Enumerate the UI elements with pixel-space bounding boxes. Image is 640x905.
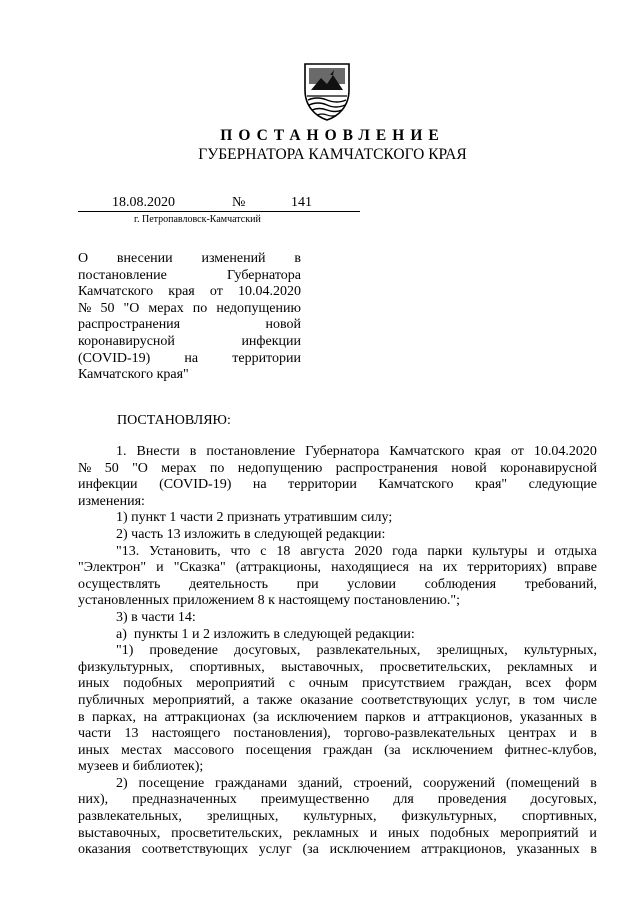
body-word: соответствующих [361, 692, 468, 708]
subject-word: "О [123, 300, 140, 316]
body-word: 50 [104, 460, 119, 476]
subject-line [78, 284, 301, 301]
body-word: фитнес-клубов, [504, 742, 597, 758]
body-word: вправе [556, 560, 597, 576]
body-word: в [590, 709, 597, 725]
body-line [78, 577, 597, 594]
body-word: № [78, 460, 92, 476]
body-word: их [442, 560, 458, 576]
body-word: просветительских, [171, 825, 283, 841]
body-word: центрах [508, 726, 557, 742]
body-word: и [412, 709, 421, 725]
body-word: зрелищных, [206, 809, 279, 825]
body-word: (помещений [506, 775, 580, 791]
body-word: зданий, [297, 775, 343, 791]
body-word: услуг, [475, 692, 511, 708]
subject-word: инфекции [241, 333, 301, 349]
body-word: Установить, [149, 543, 221, 559]
body-word: спортивных, [521, 809, 597, 825]
body-word: коронавирусной [500, 460, 597, 476]
body-word: выставочных, [78, 825, 161, 841]
body-word: в [590, 726, 597, 742]
body-line [78, 560, 597, 577]
body-word: местах [120, 742, 163, 758]
body-word: 13 [124, 726, 139, 742]
body-word: при [296, 576, 319, 592]
body-word: гражданами [215, 775, 288, 791]
body-word: 1) пункт 1 части 2 признать утратившим силу; [116, 510, 393, 526]
body-line [78, 676, 597, 693]
body-word: мероприятий [500, 825, 579, 841]
body-word: посещения [245, 742, 312, 758]
body-line [78, 527, 597, 544]
body-word: и [369, 825, 378, 841]
body-word: 2) часть 13 изложить в следующей редакции: [116, 526, 386, 542]
body-word: культуры [472, 543, 528, 559]
body-word: Губернатора [305, 444, 380, 459]
body-word: указанных [516, 842, 580, 858]
body-line [78, 660, 597, 677]
body-word: Камчатского [389, 444, 465, 459]
decree-heading: ПОСТАНОВЛЯЮ: [117, 413, 231, 428]
number-label: № [232, 195, 246, 210]
body-word: в [590, 775, 597, 791]
subject-word: на [184, 350, 199, 366]
body-word: на [419, 560, 433, 576]
body-line [78, 643, 597, 660]
body-word: оказание [300, 692, 354, 708]
coat-of-arms-icon [297, 60, 357, 122]
subject-word: Камчатского края" [78, 367, 189, 383]
body-word: мероприятий [196, 676, 275, 692]
body-word: отдыха [554, 543, 597, 559]
body-word: преимущественно [260, 792, 370, 808]
body-word: 18 [276, 543, 291, 559]
body-word: исключением [329, 842, 411, 858]
body-word: а [242, 692, 250, 708]
document-body [78, 444, 597, 859]
body-word: физкультурных, [401, 809, 497, 825]
body-word: (за [384, 742, 401, 758]
body-word: числе [562, 692, 597, 708]
body-word: новой [451, 460, 487, 476]
subject-line [78, 301, 301, 318]
body-word: аттракционах [164, 709, 246, 725]
body-word: также [257, 692, 293, 708]
subject-word: по [192, 300, 208, 316]
body-word: 2020 [354, 543, 383, 559]
body-word: иных [78, 676, 110, 692]
body-word: и [589, 659, 597, 675]
body-word: инфекции [78, 477, 138, 493]
body-line [78, 792, 597, 809]
body-word: сооружений [423, 775, 496, 791]
body-word: проведение [149, 643, 218, 659]
body-word: просветительских, [379, 659, 491, 675]
document-date: 18.08.2020 [112, 195, 175, 210]
body-word: массового [173, 742, 235, 758]
document-title: ПОСТАНОВЛЕНИЕ [220, 127, 445, 144]
subject-word: от [209, 284, 223, 300]
body-word: 2) [116, 775, 128, 791]
subject-word: территории [232, 350, 301, 366]
body-word: установленных приложением 8 к настоящему постановлению."; [78, 593, 461, 609]
subject-word: внесении [116, 251, 173, 266]
body-word: парки [427, 543, 463, 559]
body-line [78, 477, 597, 494]
document-subject [78, 251, 301, 384]
subject-word: недопущению [216, 300, 301, 316]
body-word: на [143, 709, 158, 725]
body-word: и [569, 726, 577, 742]
document-number: 141 [291, 195, 312, 210]
subject-word: в [294, 251, 301, 266]
body-word: "1) [116, 643, 134, 659]
body-word: "Электрон" [78, 560, 147, 576]
body-word: мерах [161, 460, 197, 476]
body-word: условии [347, 576, 397, 592]
body-word: них), [78, 792, 109, 808]
body-word: осуществлять [78, 576, 161, 592]
body-word: требований, [524, 576, 597, 592]
body-word: оказания [78, 842, 131, 858]
body-line [78, 444, 597, 461]
body-line [78, 842, 597, 859]
body-word: указанных [519, 709, 583, 725]
body-word: подобных [123, 676, 183, 692]
body-word: спортивных, [189, 659, 265, 675]
body-word: 3) в части 14: [116, 609, 196, 625]
subject-word: распространения [78, 317, 181, 333]
body-word: следующие [528, 477, 597, 493]
body-word: в [518, 692, 526, 708]
body-word: 1. [116, 444, 127, 459]
body-word: года [392, 543, 418, 559]
subject-word: изменений [201, 251, 266, 266]
body-word: досуговых, [234, 643, 301, 659]
body-word: соответствующих [141, 842, 249, 858]
body-word: постановление [206, 444, 296, 459]
body-word: граждан, [458, 676, 512, 692]
body-word: Внести [136, 444, 180, 459]
body-word: "13. [116, 543, 140, 559]
body-word: находящиеся [331, 560, 409, 576]
body-line [78, 710, 597, 727]
body-word: и [589, 825, 597, 841]
body-word: территории [288, 477, 357, 493]
body-word: культурных, [303, 809, 377, 825]
body-word: и [156, 560, 164, 576]
body-word: посещение [138, 775, 205, 791]
body-word: края" [474, 477, 508, 493]
body-line [78, 593, 597, 610]
body-word: присутствием [362, 676, 445, 692]
body-word: деятельность [189, 576, 269, 592]
body-word: иных [78, 742, 110, 758]
body-word: соблюдения [424, 576, 497, 592]
body-word: всех [525, 676, 552, 692]
subject-line [78, 351, 301, 368]
body-line [78, 693, 597, 710]
subject-line [78, 317, 301, 334]
body-line [78, 627, 597, 644]
body-word: августа [300, 543, 345, 559]
body-word: части [78, 726, 112, 742]
body-word: очным [308, 676, 349, 692]
subject-word: Губернатора [226, 267, 301, 283]
body-word: исключением [412, 742, 493, 758]
body-word: 10.04.2020 [533, 444, 597, 459]
body-word: физкультурных, [78, 659, 174, 675]
body-word: а) пункты 1 и 2 изложить в следующей редакции: [116, 626, 415, 642]
body-word: проведения [437, 792, 507, 808]
body-word: "О [132, 460, 148, 476]
subject-word: постановление [78, 267, 167, 283]
body-line [78, 809, 597, 826]
body-word: (за [302, 842, 319, 858]
meta-underline [78, 211, 360, 212]
subject-word: коронавирусной [78, 333, 175, 349]
subject-word: края [168, 284, 195, 300]
body-word: на [252, 477, 267, 493]
body-word: парках, [92, 709, 137, 725]
subject-word: № [78, 300, 92, 316]
subject-word: О [78, 251, 89, 266]
body-word: по [209, 460, 225, 476]
body-word: постановления), [233, 726, 331, 742]
body-word: услуг [258, 842, 292, 858]
body-word: форм [565, 676, 597, 692]
body-line [78, 510, 597, 527]
body-word: досуговых, [530, 792, 597, 808]
subject-line [78, 367, 301, 384]
body-line [78, 759, 597, 776]
body-word: музеев и библиотек); [78, 759, 204, 775]
body-line [78, 544, 597, 561]
body-word: строений, [353, 775, 413, 791]
body-word: настоящего [151, 726, 221, 742]
document-subtitle: ГУБЕРНАТОРА КАМЧАТСКОГО КРАЯ [198, 146, 467, 163]
body-word: Камчатского [378, 477, 454, 493]
body-line [78, 610, 597, 627]
body-word: торгово-развлекательных [344, 726, 496, 742]
body-word: культурных, [523, 643, 597, 659]
body-line [78, 743, 597, 760]
body-word: с [288, 676, 295, 692]
body-word: "Сказка" [173, 560, 226, 576]
body-word: (аттракционы, [235, 560, 322, 576]
body-word: развлекательных, [316, 643, 421, 659]
subject-word: мерах [148, 300, 184, 316]
body-word: зрелищных, [436, 643, 508, 659]
subject-line [78, 268, 301, 285]
body-word: публичных [78, 692, 145, 708]
body-word: (COVID-19) [159, 477, 232, 493]
body-word: в [189, 444, 197, 459]
subject-word: 50 [100, 300, 115, 316]
body-line [78, 461, 597, 478]
document-city: г. Петропавловск-Камчатский [134, 214, 261, 225]
subject-word: (COVID-19) [78, 350, 151, 366]
body-word: рекламных [507, 659, 574, 675]
body-word: что [230, 543, 251, 559]
body-word: для [393, 792, 414, 808]
body-word: и [537, 543, 545, 559]
body-word: подобных [430, 825, 490, 841]
body-word: распространения [335, 460, 438, 476]
body-line [78, 776, 597, 793]
body-word: с [260, 543, 267, 559]
body-word: граждан [323, 742, 373, 758]
body-line [78, 826, 597, 843]
body-word: в [78, 709, 85, 725]
body-word: исключением [276, 709, 358, 725]
body-word: недопущению [237, 460, 323, 476]
body-word: аттракционов, [421, 842, 506, 858]
body-word: выставочных, [281, 659, 364, 675]
subject-word: Камчатского [78, 284, 154, 300]
subject-line [78, 334, 301, 351]
body-word: территориях) [467, 560, 547, 576]
body-word: в [590, 842, 597, 858]
body-line [78, 494, 597, 511]
body-word: иных [387, 825, 420, 841]
subject-line [78, 251, 301, 268]
body-word: рекламных [292, 825, 359, 841]
body-line [78, 726, 597, 743]
body-word: парков [364, 709, 406, 725]
body-word: от [510, 444, 524, 459]
body-word: изменения: [78, 493, 145, 509]
body-word: (за [252, 709, 270, 725]
subject-word: 10.04.2020 [237, 284, 301, 300]
subject-word: новой [265, 317, 301, 333]
body-word: развлекательных, [78, 809, 182, 825]
body-word: края [474, 444, 501, 459]
body-word: том [533, 692, 555, 708]
body-word: мероприятий, [152, 692, 235, 708]
body-word: аттракционов, [427, 709, 513, 725]
body-word: предназначенных [132, 792, 237, 808]
